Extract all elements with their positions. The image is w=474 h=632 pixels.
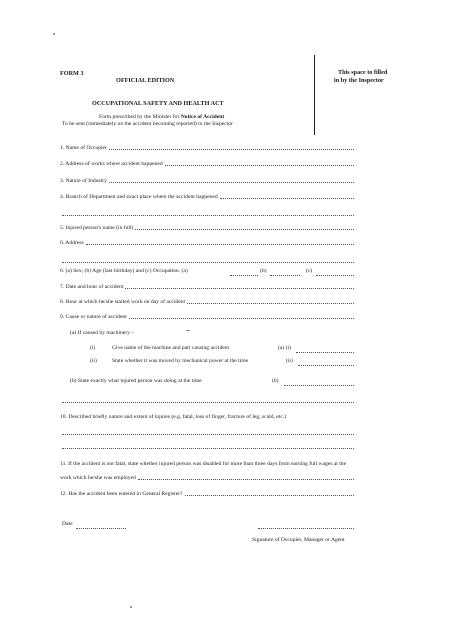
scan-speck xyxy=(186,330,190,331)
field-label: 6. (a) Sex; (b) Age (last birthday) and (c) Occupation. (a) xyxy=(60,268,188,274)
injuries-fill-2[interactable] xyxy=(62,448,354,449)
fill-line xyxy=(125,288,354,289)
label-b: (b) xyxy=(260,268,267,274)
doing-at-time-label: (b) State exactly what injured person was doing at the time xyxy=(70,378,202,384)
fill-line xyxy=(185,495,354,496)
doing-at-time-continuation[interactable] xyxy=(62,402,354,403)
machinery-ii-num: (ii) xyxy=(90,358,97,364)
form-number: FORM 3 xyxy=(60,70,84,77)
field-label: 12. Has the accident been entered in General Register? xyxy=(60,491,183,497)
field-address-of-works[interactable] xyxy=(60,161,354,168)
field-address[interactable] xyxy=(60,240,354,247)
fill-line xyxy=(109,149,354,150)
machinery-i-label: Give name of the machine and part causing accident xyxy=(112,345,230,351)
injuries-fill-1[interactable] xyxy=(62,434,354,435)
machinery-ii-label: State whether it was moved by mechanical power at the time xyxy=(112,358,249,364)
field-nature-of-industry[interactable] xyxy=(60,178,354,185)
inspector-space-line2: in by the Inspector xyxy=(334,77,384,84)
disabled-label: 11. If the accident is not fatal, state whether injured person was disabled for more than three days from earning full wages at the xyxy=(60,461,347,467)
doing-at-time-fill[interactable] xyxy=(284,385,354,386)
fill-line xyxy=(220,198,354,199)
fill-line xyxy=(187,303,354,304)
label-c: (c) xyxy=(306,268,313,274)
fill-line xyxy=(135,229,354,230)
machinery-ii-answer-label: (ii) xyxy=(286,358,293,364)
field-branch-continuation[interactable] xyxy=(62,215,354,216)
field-label: 3. Nature of Industry xyxy=(60,178,107,184)
machinery-ii-fill[interactable] xyxy=(298,365,354,366)
field-name-of-occupier[interactable] xyxy=(60,145,354,152)
doing-at-time-answer-label: (b) xyxy=(272,378,279,384)
act-title: OCCUPATIONAL SAFETY AND HEALTH ACT xyxy=(92,100,224,107)
field-branch-of-department[interactable] xyxy=(60,194,354,201)
field-label: 1. Name of Occupier xyxy=(60,145,107,151)
scan-speck xyxy=(130,606,132,608)
fill-line xyxy=(86,244,354,245)
inspector-divider xyxy=(314,55,315,135)
field-general-register[interactable] xyxy=(60,491,354,498)
prescribed-line xyxy=(99,114,224,121)
edition-label: OFFICIAL EDITION xyxy=(116,77,175,84)
field-injured-person-name[interactable] xyxy=(60,225,354,232)
field-label: 7. Date and hour of accident xyxy=(60,284,124,290)
field-label: 6. Address xyxy=(60,240,84,246)
injuries-label: 10. Described briefly nature and extent of injures (e.g. fatal, loss of finger, fracture of leg, scald, etc.) xyxy=(60,414,287,420)
date-label: Date xyxy=(62,521,73,527)
date-fill[interactable] xyxy=(76,528,126,529)
field-label: 2. Address of works where accident happened xyxy=(60,161,163,167)
field-label: 9. Cause or nature of accident xyxy=(60,314,127,320)
field-label: 4. Branch of Department and exact place where the accident happened xyxy=(60,194,218,200)
field-label: work which he/she was employed xyxy=(60,475,136,481)
field-date-hour-accident[interactable] xyxy=(60,284,354,291)
fill-line-b[interactable] xyxy=(270,275,300,276)
field-label: 5. Injured person's name (in full) xyxy=(60,225,134,231)
field-label: 8. Hour at which he/she started work on day of accident xyxy=(60,299,186,305)
signature-label: Signature of Occupier, Manager or Agent xyxy=(252,537,345,543)
field-cause-of-accident[interactable] xyxy=(60,314,354,321)
inspector-space-line1: This space to filled xyxy=(338,69,388,76)
machinery-i-num: (i) xyxy=(90,345,96,351)
prescribed-prefix: Form prescribed by the Minister for xyxy=(99,114,180,120)
signature-fill[interactable] xyxy=(258,528,354,529)
field-work-employed[interactable] xyxy=(60,475,354,482)
fill-line xyxy=(138,479,354,480)
prescribed-bold: Notice of Accident xyxy=(180,114,225,120)
fill-line xyxy=(109,182,354,183)
fill-line-c[interactable] xyxy=(316,275,354,276)
machinery-i-fill[interactable] xyxy=(296,352,354,353)
to-be-sent: To be sent (immediately on the accident becoming reported) to the Inspector xyxy=(62,121,233,127)
field-sex-age-occupation[interactable] xyxy=(60,268,188,275)
field-address-continuation[interactable] xyxy=(62,262,354,263)
fill-line xyxy=(165,165,354,166)
fill-line xyxy=(129,318,354,319)
scan-speck xyxy=(53,33,55,35)
machinery-i-answer-label: (a) (i) xyxy=(278,345,291,351)
machinery-heading: (a) If caused by machinery – xyxy=(70,330,135,336)
field-hour-started-work[interactable] xyxy=(60,299,354,306)
fill-line-a[interactable] xyxy=(230,275,258,276)
